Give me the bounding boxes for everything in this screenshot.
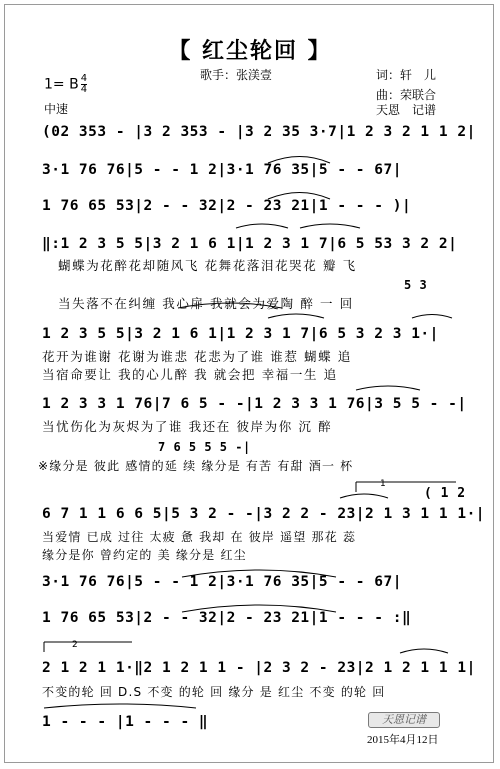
lyricist-credit: 词：轩 儿 — [376, 68, 437, 82]
notation-line-9: 1 76 65 53|2 - - 32|2 - 23 21|1 - - - :‖ — [42, 610, 412, 626]
notation-line-2: 3·1 76 76|5 - - 1 2|3·1 76 35|5 - - 67| — [42, 162, 402, 178]
lyric-line-6a: 当忧伤化为灰烬为了谁 我还在 彼岸为你 沉 醉 — [42, 419, 333, 434]
lyric-line-6b: ※缘分是 彼此 感情的延 续 缘分是 有苦 有甜 酒一 杯 — [38, 459, 354, 473]
lyric-line-10: 不变的轮 回 D.S 不变 的轮 回 缘分 是 红尘 不变 的轮 回 — [42, 685, 386, 699]
composer-credit: 曲：荣联合 — [376, 88, 437, 102]
transcriber-credit: 天恩 记谱 — [376, 103, 437, 117]
lyric-line-5a: 花开为谁谢 花谢为谁悲 花悲为了谁 谁惹 蝴蝶 追 — [42, 349, 352, 364]
notation-line-10: 2 1 2 1 1·‖2 1 2 1 1 - |2 3 2 - 23|2 1 2 1 1 1| — [42, 660, 476, 676]
lyric-line-7b: 缘分是你 曾约定的 美 缘分是 红尘 — [42, 548, 247, 562]
lyric-line-5b: 当宿命要让 我的心儿醉 我 就会把 幸福一生 追 — [42, 367, 338, 382]
lyric-line-4a: 蝴蝶为花醉花却随风飞 花舞花落泪花哭花 瓣 飞 — [58, 258, 357, 273]
lyric-line-7a: 当爱情 已成 过往 太疲 惫 我却 在 彼岸 遥望 那花 蕊 — [42, 530, 357, 544]
notation-line-8: 3·1 76 76|5 - - 1 2|3·1 76 35|5 - - 67| — [42, 574, 402, 590]
song-title: 【 红尘轮回 】 — [168, 39, 332, 64]
time-signature — [81, 74, 87, 95]
notation-line-7: 6 7 1 1 6 6 5|5 3 2 - -|3 2 2 - 23|2 1 3 1 1 1·| — [42, 506, 486, 522]
volta-1-label: 1 — [380, 479, 386, 489]
notation-line-11: 1 - - - |1 - - - ‖ — [42, 714, 209, 730]
tempo-marking: 中速 — [44, 102, 69, 116]
lyric-line-4b: 当失落不在纠缠 我心扉 我就会为爱陶 醉 一 回 — [58, 296, 354, 311]
key-signature — [44, 74, 87, 95]
notation-line-1: (02 353 - |3 2 353 - |3 2 35 3·7|1 2 3 2 1 1 2| — [42, 124, 476, 140]
notation-line-6: 1 2 3 3 1 76|7 6 5 - -|1 2 3 3 1 76|3 5 5 - -| — [42, 396, 467, 412]
notation-line-5: 1 2 3 5 5|3 2 1 6 1|1 2 3 1 7|6 5 3 2 3 1·| — [42, 326, 439, 342]
key-label: 1= B — [44, 76, 79, 93]
volta-2-label: 2 — [72, 640, 78, 650]
annotation-53: 5 3 — [404, 278, 428, 292]
transcription-date: 2015年4月12日 — [367, 734, 439, 746]
notation-line-4: ‖:1 2 3 5 5|3 2 1 6 1|1 2 3 1 7|6 5 53 3 2 2| — [42, 236, 458, 252]
time-signature-bottom: 4 — [80, 84, 88, 95]
transcriber-stamp: 天恩记谱 — [368, 712, 440, 728]
notation-line-3: 1 76 65 53|2 - - 32|2 - 23 21|1 - - - )| — [42, 198, 412, 214]
annotation-76555: 7 6 5 5 5 -| — [158, 440, 251, 454]
pickup-notes: ( 1 2 — [424, 486, 466, 501]
time-signature-top: 4 — [80, 73, 88, 84]
singer-credit: 歌手：张渼壹 — [200, 68, 273, 82]
